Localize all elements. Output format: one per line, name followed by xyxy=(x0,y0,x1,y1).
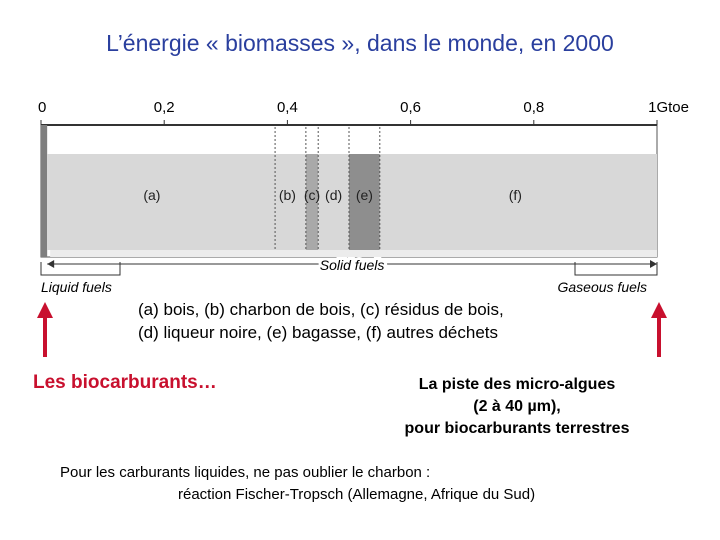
x-tick-label-5: 1Gtoe xyxy=(648,99,689,116)
liquid-up-arrow-shaft xyxy=(43,317,47,357)
segment-label-4: (d) xyxy=(325,187,343,203)
biocarburants-label: Les biocarburants… xyxy=(33,372,217,393)
segment-label-5: (e) xyxy=(355,187,373,203)
segment-label-3: (c) xyxy=(303,187,321,203)
x-tick-label-3: 0,6 xyxy=(400,99,422,116)
segment-label-1: (a) xyxy=(143,187,161,203)
segment-bar-1 xyxy=(47,154,275,250)
segment-label-6: (f) xyxy=(508,187,522,203)
x-tick-label-0: 0 xyxy=(38,99,47,116)
x-tick-label-2: 0,4 xyxy=(276,99,298,116)
algae-line-1: La piste des micro-algues xyxy=(418,376,616,393)
liquid-fuels-label: Liquid fuels xyxy=(41,279,112,295)
algae-line-3: pour biocarburants terrestres xyxy=(404,420,630,437)
gaseous-up-arrow-shaft xyxy=(657,317,661,357)
gaseous-fuels-label: Gaseous fuels xyxy=(557,279,647,295)
segment-legend xyxy=(138,298,504,344)
solid-fuels-arrow-left xyxy=(47,260,54,268)
coal-note-line-1: Pour les carburants liquides, ne pas oublier le charbon : xyxy=(60,464,431,481)
segment-label-2: (b) xyxy=(278,187,296,203)
segment-bar-0 xyxy=(41,125,47,257)
solid-fuels-label: Solid fuels xyxy=(319,257,385,273)
algae-line-2: (2 à 40 µm), xyxy=(473,398,561,415)
solid-fuels-arrow-right xyxy=(650,260,657,268)
bottom-strip xyxy=(50,250,657,257)
gaseous-up-arrow-head xyxy=(651,302,667,318)
x-tick-label-4: 0,8 xyxy=(523,99,545,116)
page-title: L’énergie « biomasses », dans le monde, en 2000 xyxy=(106,30,614,56)
coal-note xyxy=(60,462,535,506)
x-tick-label-1: 0,2 xyxy=(153,99,175,116)
legend-line-2: (d) liqueur noire, (e) bagasse, (f) autres déchets xyxy=(138,323,499,342)
legend-line-1: (a) bois, (b) charbon de bois, (c) résidus de bois, xyxy=(138,300,504,319)
coal-note-line-2: réaction Fischer-Tropsch (Allemagne, Afrique du Sud) xyxy=(178,486,536,503)
liquid-up-arrow-head xyxy=(37,302,53,318)
micro-algae-note xyxy=(372,374,662,440)
